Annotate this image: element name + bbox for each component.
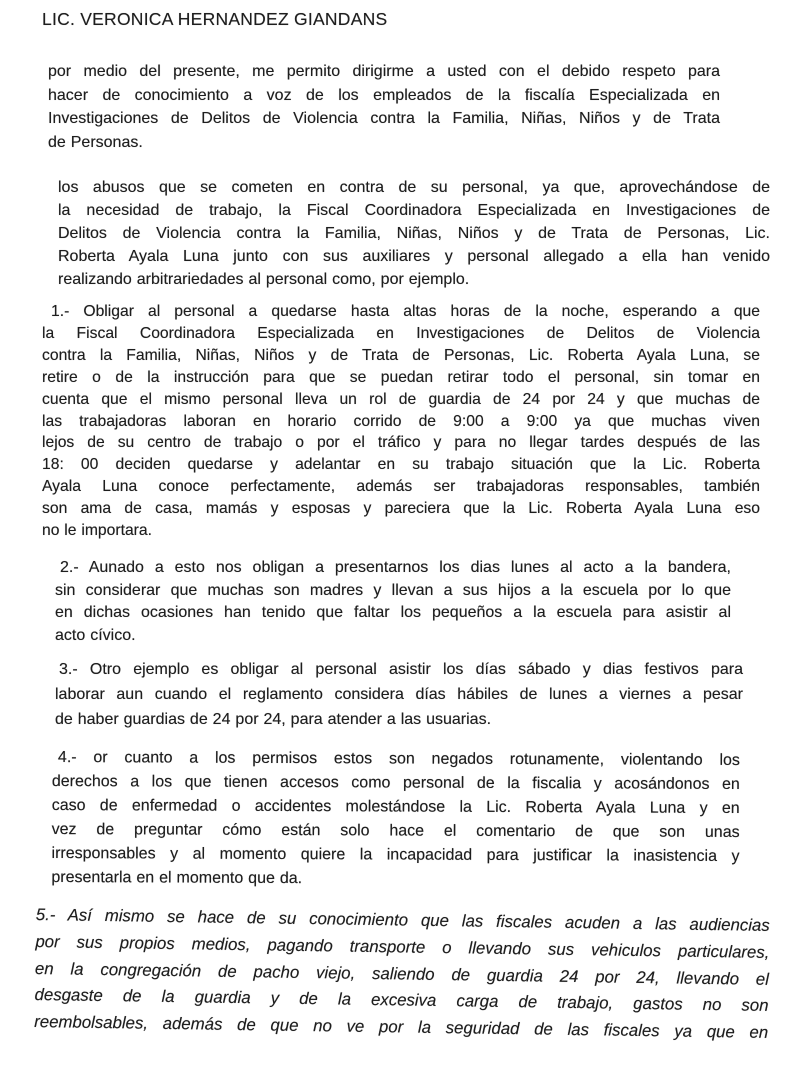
text-line: las trabajadoras laboran en horario corrido de 9:00 a 9:00 ya que muchas viven [42, 412, 760, 430]
text-line: la necesidad de trabajo, la Fiscal Coordinadora Especializada en Investigaciones de [58, 202, 770, 219]
text-line: desgaste de la guardia y de la excesiva carga de trabajo, gastos no son [34, 985, 769, 1016]
text-line: presentarla en el momento que da. [51, 868, 303, 887]
paragraph-punto-4 [51, 746, 740, 892]
text-line: Delitos de Violencia contra la Familia, Niñas, Niños y de Trata de Personas, Lic. [58, 225, 770, 242]
text-line: de haber guardias de 24 por 24, para atender a las usuarias. [55, 710, 492, 728]
text-line: 2.- Aunado a esto nos obligan a presentarnos los dias lunes al acto a la bandera, [60, 559, 731, 576]
text-line: son ama de casa, mamás y esposas y pareciera que la Lic. Roberta Ayala Luna eso [42, 500, 760, 518]
text-line: en la congregación de pacho viejo, saliendo de guardia 24 por 24, llevando el [34, 958, 770, 989]
text-line: de Personas. [48, 133, 143, 151]
text-line: hacer de conocimiento a voz de los empleados de la fiscalía Especializada en [48, 86, 720, 104]
text-line: contra la Familia, Niñas, Niños y de Trata de Personas, Lic. Roberta Ayala Luna, se [42, 346, 760, 364]
text-line: retire o de la instrucción para que se puedan retirar todo el personal, sin tomar en [42, 368, 760, 386]
text-line: cuenta que el mismo personal lleva un rol de guardia de 24 por 24 y que muchas de [42, 390, 760, 408]
text-line: acto cívico. [55, 626, 136, 644]
text-line: laborar aun cuando el reglamento considera días hábiles de lunes a viernes a pesar [55, 685, 743, 703]
text-line: realizando arbitrariedades al personal como, por ejemplo. [58, 271, 470, 288]
text-line: por sus propios medios, pagando transporte o llevando sus vehiculos particulares, [35, 931, 770, 962]
text-line: Investigaciones de Delitos de Violencia contra la Familia, Niñas, Niños y de Trata [48, 110, 720, 127]
paragraph-intro [48, 60, 720, 154]
text-line: 4.- or cuanto a los permisos estos son negados rotunamente, violentando los [57, 749, 740, 770]
text-line: caso de enfermedad o accidentes molestándose la Lic. Roberta Ayala Luna y en [51, 796, 740, 817]
text-line: irresponsables y al momento quiere la incapacidad para justificar la inasistencia y [51, 844, 740, 865]
text-line: por medio del presente, me permito dirigirme a usted con el debido respeto para [48, 63, 720, 80]
text-line: no le importara. [42, 522, 152, 540]
text-line: 3.- Otro ejemplo es obligar al personal asistir los días sábado y dias festivos para [59, 661, 743, 678]
text-line: derechos a los que tienen accesos como personal de la fiscalia y acosándonos en [51, 772, 740, 793]
text-line: 18: 00 deciden quedarse y adelantar en su trabajo situación que la Lic. Roberta [42, 456, 760, 474]
text-line: vez de preguntar cómo están solo hace el comentario de que son unas [51, 820, 740, 841]
paragraph-punto-2 [55, 557, 731, 647]
text-line: 1.- Obligar al personal a quedarse hasta altas horas de la noche, esperando a que [51, 303, 760, 320]
text-line: reembolsables, además de que no ve por la seguridad de las fiscales ya que en [34, 1012, 769, 1043]
text-line: los abusos que se cometen en contra de su personal, ya que, aprovechándose de [58, 179, 770, 196]
text-line: Roberta Ayala Luna junto con sus auxiliares y personal allegado a ella han venido [58, 248, 770, 265]
text-line: sin considerar que muchas son madres y llevan a sus hijos a la escuela por lo que [55, 581, 731, 599]
paragraph-punto-5 [34, 902, 770, 1047]
text-line: la Fiscal Coordinadora Especializada en Investigaciones de Delitos de Violencia [42, 324, 760, 342]
text-line: en dichas ocasiones han tenido que faltar los pequeños a la escuela para asistir al [55, 604, 731, 621]
text-line: Ayala Luna conoce perfectamente, además ser trabajadoras responsables, también [42, 478, 760, 496]
text-line: lejos de su centro de trabajo o por el tráfico y para no llegar tardes después de las [42, 434, 760, 452]
text-line: 5.- Así mismo se hace de su conocimiento que las fiscales acuden a las audiencias [35, 904, 770, 935]
paragraph-abusos [58, 176, 770, 291]
addressee-line: LIC. VERONICA HERNANDEZ GIANDANS [42, 9, 388, 29]
paragraph-punto-3 [55, 658, 743, 732]
paragraph-punto-1 [42, 301, 760, 542]
